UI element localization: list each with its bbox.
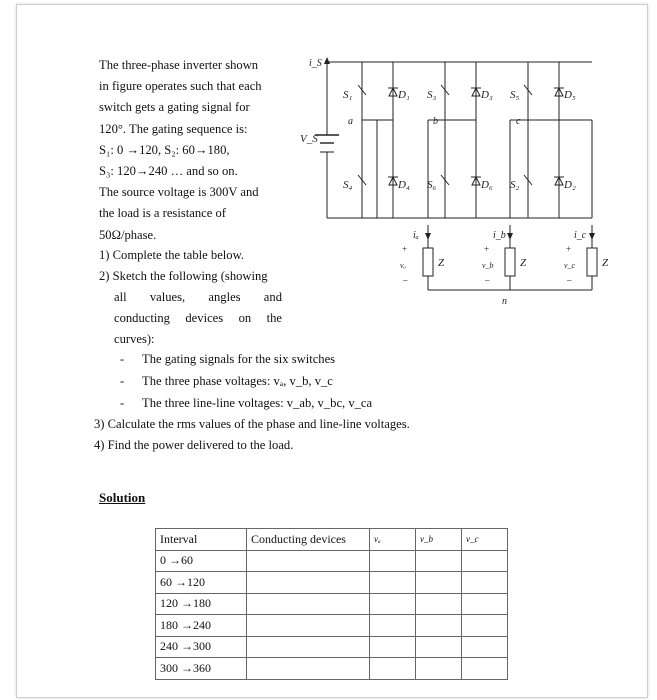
intro-line: the load is a resistance of	[99, 206, 226, 221]
diode-d1-label: D₁	[398, 89, 410, 101]
bullet-item: - The three line-line voltages: v_ab, v_bc, v_ca	[120, 396, 373, 410]
intro-line: 50Ω/phase.	[99, 227, 157, 242]
interval-cell: 0 →60	[156, 550, 247, 572]
intro-line: switch gets a gating signal for	[99, 100, 250, 115]
svg-text:–: –	[567, 275, 572, 285]
load-voltage-b: v_b	[482, 261, 494, 270]
empty-cell[interactable]	[247, 658, 370, 680]
empty-cell[interactable]	[370, 615, 416, 637]
question-1: 1) Complete the table below.	[99, 248, 245, 262]
intro-line: The three-phase inverter shown	[99, 58, 259, 72]
empty-cell[interactable]	[416, 550, 462, 572]
load-z-b: Z	[520, 257, 527, 269]
empty-cell[interactable]	[462, 550, 508, 572]
empty-cell[interactable]	[247, 550, 370, 572]
diode-d2-label: D₂	[564, 179, 576, 191]
question-4: 4) Find the power delivered to the load.	[94, 438, 294, 452]
question-3: 3) Calculate the rms values of the phase and line-line voltages.	[94, 417, 410, 431]
switch-s5-label: S₅	[510, 89, 520, 101]
solution-table	[155, 528, 508, 680]
switch-s1-label: S₁	[343, 89, 353, 101]
question-2-line: conducting devices on the	[114, 311, 282, 325]
empty-cell[interactable]	[416, 572, 462, 594]
source-current-label: i_S	[309, 58, 322, 69]
empty-cell[interactable]	[247, 615, 370, 637]
empty-cell[interactable]	[462, 636, 508, 658]
empty-cell[interactable]	[462, 572, 508, 594]
load-phase-b	[505, 225, 515, 290]
load-voltage-a: vₐ	[400, 261, 406, 270]
empty-cell[interactable]	[462, 593, 508, 615]
question-2-line: curves):	[114, 332, 155, 346]
interval-cell: 300 →360	[156, 658, 247, 680]
header-vc: v_c	[462, 529, 508, 551]
bullet-item: - The gating signals for the six switches	[120, 352, 336, 366]
diode-d3-label: D₃	[481, 89, 493, 101]
svg-text:+: +	[484, 244, 490, 254]
empty-cell[interactable]	[416, 636, 462, 658]
switch-s6-label: S₆	[427, 179, 437, 191]
header-interval: Interval	[156, 529, 247, 551]
switch-s4-label: S₄	[343, 179, 353, 191]
source-voltage-label: V_S	[300, 133, 318, 145]
solution-heading: Solution	[99, 490, 146, 505]
empty-cell[interactable]	[416, 593, 462, 615]
question-2-line: all values, angles and	[114, 290, 282, 304]
header-conducting-devices: Conducting devices	[247, 529, 370, 551]
empty-cell[interactable]	[416, 658, 462, 680]
empty-cell[interactable]	[416, 615, 462, 637]
table-row	[156, 572, 508, 594]
table-row	[156, 615, 508, 637]
table-row	[156, 550, 508, 572]
interval-cell: 240 →300	[156, 636, 247, 658]
empty-cell[interactable]	[247, 593, 370, 615]
table-row	[156, 658, 508, 680]
question-2-line: 2) Sketch the following (showing	[99, 269, 268, 283]
inverter-leg-c	[524, 62, 564, 218]
empty-cell[interactable]	[370, 658, 416, 680]
bullet-item: - The three phase voltages: vₐ, v_b, v_c	[120, 374, 333, 388]
neutral-label: n	[502, 296, 507, 307]
node-c-label: c	[516, 116, 521, 127]
intro-line: 120°. The gating sequence is:	[99, 121, 248, 136]
load-z-c: Z	[602, 257, 609, 269]
svg-text:–: –	[485, 275, 490, 285]
bullet-text: The gating signals for the six switches	[142, 352, 336, 366]
header-vb: v_b	[416, 529, 462, 551]
intro-line: S₃: 120→240 … and so on.	[99, 164, 238, 179]
diode-d4-label: D₄	[398, 179, 410, 191]
empty-cell[interactable]	[462, 615, 508, 637]
diode-d6-label: D₆	[481, 179, 493, 191]
header-va: vₐ	[370, 529, 416, 551]
switch-s2-label: S₂	[510, 179, 520, 191]
node-a-label: a	[348, 116, 353, 127]
load-current-b: i_b	[493, 230, 506, 241]
load-current-c: i_c	[574, 230, 587, 241]
interval-cell: 180 →240	[156, 615, 247, 637]
inverter-leg-b	[441, 62, 481, 218]
interval-cell: 120 →180	[156, 593, 247, 615]
intro-line: S₁: 0 →120, S₂: 60→180,	[99, 142, 230, 157]
load-voltage-c: v_c	[564, 261, 576, 270]
table-header-row	[156, 529, 508, 551]
table-row	[156, 636, 508, 658]
empty-cell[interactable]	[370, 572, 416, 594]
svg-text:+: +	[566, 244, 572, 254]
bullet-text: The three phase voltages: vₐ, v_b, v_c	[142, 374, 333, 388]
empty-cell[interactable]	[370, 636, 416, 658]
intro-line: The source voltage is 300V and	[99, 185, 259, 200]
inverter-circuit-diagram	[0, 0, 657, 310]
load-phase-c	[587, 225, 597, 290]
svg-text:–: –	[403, 275, 408, 285]
node-b-label: b	[433, 116, 438, 127]
empty-cell[interactable]	[247, 636, 370, 658]
empty-cell[interactable]	[462, 658, 508, 680]
load-current-a: iₐ	[413, 230, 419, 241]
bullet-text: The three line-line voltages: v_ab, v_bc, v_ca	[142, 396, 373, 410]
svg-text:+: +	[402, 244, 408, 254]
inverter-leg-a	[358, 62, 398, 218]
interval-cell: 60 →120	[156, 572, 247, 594]
empty-cell[interactable]	[370, 593, 416, 615]
empty-cell[interactable]	[370, 550, 416, 572]
table-row	[156, 593, 508, 615]
switch-s3-label: S₃	[427, 89, 437, 101]
diode-d5-label: D₅	[564, 89, 576, 101]
intro-line: in figure operates such that each	[99, 79, 262, 94]
empty-cell[interactable]	[247, 572, 370, 594]
load-z-a: Z	[438, 257, 445, 269]
